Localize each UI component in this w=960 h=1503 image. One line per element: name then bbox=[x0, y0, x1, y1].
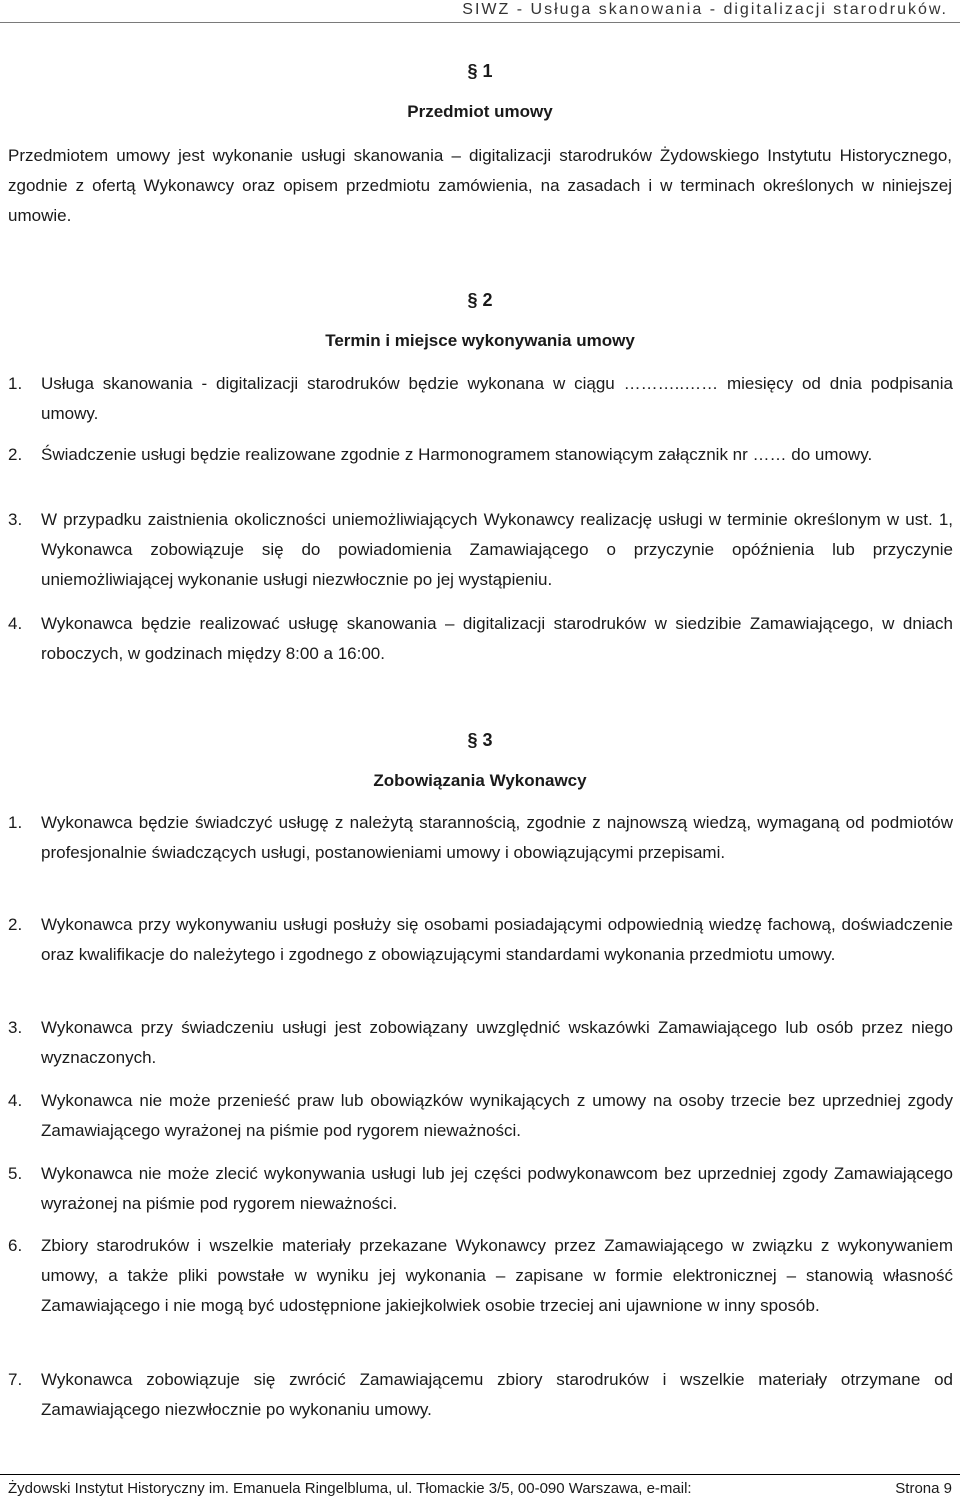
list-number: 4. bbox=[8, 1091, 23, 1110]
s3-list-item-4 bbox=[8, 1086, 953, 1146]
list-text: Usługa skanowania - digitalizacji starodruków będzie wykonana w ciągu ………..…… miesięcy od dnia podpisania umowy. bbox=[41, 374, 953, 423]
s3-list-item-1 bbox=[8, 808, 953, 868]
list-number: 1. bbox=[8, 374, 23, 393]
page-header bbox=[0, 0, 960, 23]
s3-list-item-7 bbox=[8, 1365, 953, 1425]
list-text: W przypadku zaistnienia okoliczności uniemożliwiających Wykonawcy realizację usługi w terminie określonym w ust. 1, Wykonawca zobowiązuje się do powiadomienia Zamawiającego o przyczynie opóźnienia lub przyczynie uniemożliwiającej wykonanie usługi niezwłocznie po jej wystąpieniu. bbox=[41, 510, 953, 589]
list-text: Świadczenie usługi będzie realizowane zgodnie z Harmonogramem stanowiącym załącznik nr …… do umowy. bbox=[41, 445, 873, 464]
list-text: Wykonawca przy wykonywaniu usługi posłuży się osobami posiadającymi odpowiednią wiedzę fachową, doświadczenie oraz kwalifikacje do należytego i zgodnego z obowiązującymi standardami wykonania przedmiotu umowy. bbox=[41, 915, 953, 964]
s3-list-item-6 bbox=[8, 1231, 953, 1321]
section-1-text: Przedmiotem umowy jest wykonanie usługi skanowania – digitalizacji starodruków Żydowskiego Instytutu Historycznego, zgodnie z ofertą Wykonawcy oraz opisem przedmiotu zamówienia, na zasadach i w terminach określonych w niniejszej umowie. bbox=[8, 146, 952, 225]
page-footer bbox=[0, 1474, 960, 1503]
section-3-mark: § 3 bbox=[467, 730, 493, 750]
list-text: Wykonawca zobowiązuje się zwrócić Zamawiającemu zbiory starodruków i wszelkie materiały otrzymane od Zamawiającego niezwłocznie po wykonaniu umowy. bbox=[41, 1370, 953, 1419]
header-title: SIWZ - Usługa skanowania - digitalizacji starodruków. bbox=[462, 1, 948, 18]
list-number: 6. bbox=[8, 1236, 23, 1255]
list-text: Wykonawca nie może zlecić wykonywania usługi lub jej części podwykonawcom bez uprzedniej zgody Zamawiającego wyrażonej na piśmie pod rygorem nieważności. bbox=[41, 1164, 953, 1213]
s2-list-item-2 bbox=[8, 440, 953, 470]
list-number: 7. bbox=[8, 1370, 23, 1389]
s2-list-item-1 bbox=[8, 369, 953, 429]
list-text: Wykonawca przy świadczeniu usługi jest zobowiązany uwzględnić wskazówki Zamawiającego lub osób przez niego wyznaczonych. bbox=[41, 1018, 953, 1067]
s3-list-item-3 bbox=[8, 1013, 953, 1073]
list-number: 1. bbox=[8, 813, 23, 832]
section-1-title: Przedmiot umowy bbox=[407, 102, 553, 121]
footer-address: Żydowski Instytut Historyczny im. Emanuela Ringelbluma, ul. Tłomackie 3/5, 00-090 Warszawa, e-mail: bbox=[8, 1480, 692, 1497]
section-3-title: Zobowiązania Wykonawcy bbox=[373, 771, 587, 790]
section-2-mark: § 2 bbox=[467, 290, 493, 310]
list-number: 3. bbox=[8, 1018, 23, 1037]
s2-list-item-4 bbox=[8, 609, 953, 669]
list-text: Wykonawca będzie realizować usługę skanowania – digitalizacji starodruków w siedzibie Zamawiającego, w dniach roboczych, w godzinach między 8:00 a 16:00. bbox=[41, 614, 953, 663]
section-2-title: Termin i miejsce wykonywania umowy bbox=[325, 331, 635, 350]
list-text: Zbiory starodruków i wszelkie materiały przekazane Wykonawcy przez Zamawiającego w związku z wykonywaniem umowy, a także pliki powstałe w wyniku jej wykonania – zapisane w formie elektronicznej – stanowią własność Zamawiającego i nie mogą być udostępnione jakiejkolwiek osobie trzeciej ani ujawnione w inny sposób. bbox=[41, 1236, 953, 1315]
s3-list-item-5 bbox=[8, 1159, 953, 1219]
s3-list-item-2 bbox=[8, 910, 953, 970]
page-number: Strona 9 bbox=[895, 1480, 952, 1497]
list-number: 5. bbox=[8, 1164, 23, 1183]
list-text: Wykonawca nie może przenieść praw lub obowiązków wynikających z umowy na osoby trzecie bez uprzedniej zgody Zamawiającego wyrażonej na piśmie pod rygorem nieważności. bbox=[41, 1091, 953, 1140]
list-text: Wykonawca będzie świadczyć usługę z należytą starannością, zgodnie z najnowszą wiedzą, wymaganą od podmiotów profesjonalnie świadczących usługi, postanowieniami umowy i obowiązującymi przepisami. bbox=[41, 813, 953, 862]
list-number: 4. bbox=[8, 614, 23, 633]
s2-list-item-3 bbox=[8, 505, 953, 595]
list-number: 3. bbox=[8, 510, 23, 529]
section-1-mark: § 1 bbox=[467, 61, 493, 81]
list-number: 2. bbox=[8, 445, 23, 464]
list-number: 2. bbox=[8, 915, 23, 934]
